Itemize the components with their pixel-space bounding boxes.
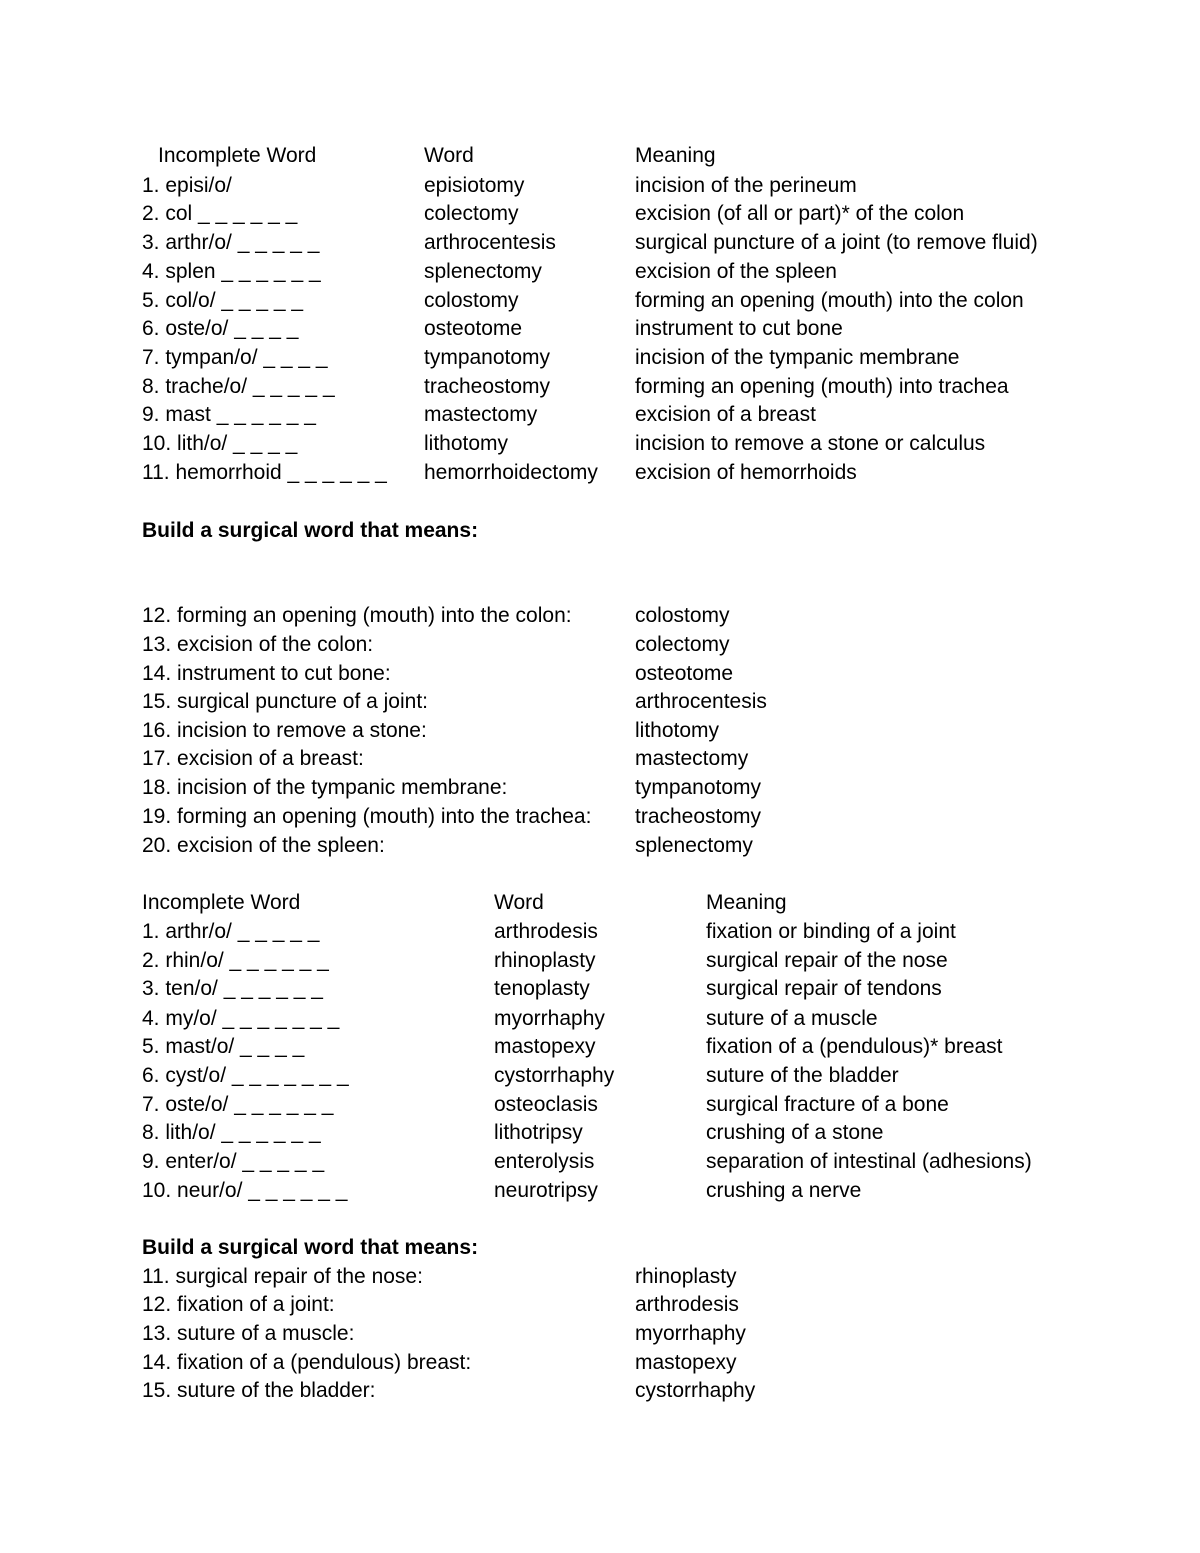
table-row-incomplete: 11. hemorrhoid _ _ _ _ _ _	[142, 461, 387, 484]
question-prompt: 15. surgical puncture of a joint:	[142, 690, 429, 713]
question-prompt: 14. fixation of a (pendulous) breast:	[142, 1351, 472, 1374]
table-row-word: enterolysis	[494, 1150, 595, 1173]
question-prompt: 13. excision of the colon:	[142, 633, 374, 656]
question-answer: mastopexy	[635, 1351, 737, 1374]
question-answer: tracheostomy	[635, 805, 762, 828]
section1-header-word: Word	[424, 144, 474, 167]
table-row-word: tympanotomy	[424, 346, 551, 369]
section1-header-meaning: Meaning	[635, 144, 716, 167]
question-prompt: 14. instrument to cut bone:	[142, 662, 391, 685]
table-row-meaning: incision of the tympanic membrane	[635, 346, 960, 369]
table-row-word: osteotome	[424, 317, 523, 340]
table-row-meaning: fixation of a (pendulous)* breast	[706, 1035, 1003, 1058]
table-row-incomplete: 8. lith/o/ _ _ _ _ _ _	[142, 1121, 321, 1144]
table-row-incomplete: 5. mast/o/ _ _ _ _	[142, 1035, 305, 1058]
table-row-incomplete: 10. lith/o/ _ _ _ _	[142, 432, 298, 455]
question-answer: tympanotomy	[635, 776, 762, 799]
question-answer: mastectomy	[635, 747, 749, 770]
table-row-word: mastectomy	[424, 403, 538, 426]
table-row-word: splenectomy	[424, 260, 542, 283]
table-row-incomplete: 4. splen _ _ _ _ _ _	[142, 260, 321, 283]
table-row-incomplete: 5. col/o/ _ _ _ _ _	[142, 289, 304, 312]
table-row-incomplete: 7. tympan/o/ _ _ _ _	[142, 346, 328, 369]
table-row-word: lithotripsy	[494, 1121, 583, 1144]
question-prompt: 16. incision to remove a stone:	[142, 719, 427, 742]
table-row-word: tenoplasty	[494, 977, 590, 1000]
question-prompt: 12. fixation of a joint:	[142, 1293, 335, 1316]
table-row-meaning: surgical puncture of a joint (to remove fluid)	[635, 231, 1038, 254]
table-row-incomplete: 1. arthr/o/ _ _ _ _ _	[142, 920, 320, 943]
table-row-meaning: surgical repair of the nose	[706, 949, 948, 972]
table-row-meaning: surgical fracture of a bone	[706, 1093, 949, 1116]
table-row-incomplete: 3. ten/o/ _ _ _ _ _ _	[142, 977, 323, 1000]
question-answer: splenectomy	[635, 834, 753, 857]
table-row-meaning: crushing of a stone	[706, 1121, 884, 1144]
question-answer: myorrhaphy	[635, 1322, 746, 1345]
section-heading: Build a surgical word that means:	[142, 519, 479, 542]
table-row-word: colectomy	[424, 202, 519, 225]
table-row-meaning: suture of the bladder	[706, 1064, 899, 1087]
table-row-meaning: excision of a breast	[635, 403, 816, 426]
question-prompt: 11. surgical repair of the nose:	[142, 1265, 423, 1288]
question-answer: cystorrhaphy	[635, 1379, 756, 1402]
table-row-meaning: crushing a nerve	[706, 1179, 862, 1202]
table-row-incomplete: 7. oste/o/ _ _ _ _ _ _	[142, 1093, 334, 1116]
question-prompt: 19. forming an opening (mouth) into the trachea:	[142, 805, 592, 828]
table-row-word: neurotripsy	[494, 1179, 598, 1202]
table-row-meaning: fixation or binding of a joint	[706, 920, 956, 943]
table-row-meaning: excision of hemorrhoids	[635, 461, 857, 484]
table-row-incomplete: 3. arthr/o/ _ _ _ _ _	[142, 231, 320, 254]
table-row-word: myorrhaphy	[494, 1007, 605, 1030]
question-answer: arthrocentesis	[635, 690, 767, 713]
table-row-meaning: incision of the perineum	[635, 174, 857, 197]
table-row-word: episiotomy	[424, 174, 525, 197]
table-row-meaning: separation of intestinal (adhesions)	[706, 1150, 1032, 1173]
table-row-meaning: instrument to cut bone	[635, 317, 843, 340]
table-row-word: tracheostomy	[424, 375, 551, 398]
question-prompt: 12. forming an opening (mouth) into the colon:	[142, 604, 572, 627]
question-prompt: 13. suture of a muscle:	[142, 1322, 355, 1345]
table-row-word: colostomy	[424, 289, 519, 312]
section-heading: Build a surgical word that means:	[142, 1236, 479, 1259]
table-row-meaning: forming an opening (mouth) into trachea	[635, 375, 1009, 398]
table-row-incomplete: 8. trache/o/ _ _ _ _ _	[142, 375, 335, 398]
table-row-word: lithotomy	[424, 432, 509, 455]
table-row-incomplete: 4. my/o/ _ _ _ _ _ _ _	[142, 1007, 340, 1030]
question-answer: arthrodesis	[635, 1293, 739, 1316]
table-row-meaning: excision (of all or part)* of the colon	[635, 202, 965, 225]
question-answer: colostomy	[635, 604, 730, 627]
table-row-word: mastopexy	[494, 1035, 596, 1058]
table-row-incomplete: 2. col _ _ _ _ _ _	[142, 202, 298, 225]
question-prompt: 20. excision of the spleen:	[142, 834, 385, 857]
section2-header-incomplete: Incomplete Word	[142, 891, 301, 914]
table-row-word: osteoclasis	[494, 1093, 598, 1116]
table-row-incomplete: 9. mast _ _ _ _ _ _	[142, 403, 316, 426]
table-row-incomplete: 6. cyst/o/ _ _ _ _ _ _ _	[142, 1064, 349, 1087]
question-answer: lithotomy	[635, 719, 720, 742]
table-row-incomplete: 9. enter/o/ _ _ _ _ _	[142, 1150, 325, 1173]
table-row-incomplete: 6. oste/o/ _ _ _ _	[142, 317, 299, 340]
question-answer: rhinoplasty	[635, 1265, 737, 1288]
section2-header-meaning: Meaning	[706, 891, 787, 914]
table-row-meaning: incision to remove a stone or calculus	[635, 432, 986, 455]
question-answer: colectomy	[635, 633, 730, 656]
table-row-meaning: excision of the spleen	[635, 260, 837, 283]
section1-header-incomplete: Incomplete Word	[158, 144, 317, 167]
question-prompt: 15. suture of the bladder:	[142, 1379, 376, 1402]
table-row-meaning: surgical repair of tendons	[706, 977, 942, 1000]
section2-header-word: Word	[494, 891, 544, 914]
table-row-word: rhinoplasty	[494, 949, 596, 972]
table-row-word: hemorrhoidectomy	[424, 461, 598, 484]
table-row-meaning: forming an opening (mouth) into the colon	[635, 289, 1024, 312]
table-row-word: arthrodesis	[494, 920, 598, 943]
question-answer: osteotome	[635, 662, 734, 685]
table-row-incomplete: 1. episi/o/	[142, 174, 232, 197]
table-row-word: cystorrhaphy	[494, 1064, 615, 1087]
table-row-word: arthrocentesis	[424, 231, 556, 254]
question-prompt: 18. incision of the tympanic membrane:	[142, 776, 508, 799]
table-row-meaning: suture of a muscle	[706, 1007, 878, 1030]
table-row-incomplete: 2. rhin/o/ _ _ _ _ _ _	[142, 949, 329, 972]
question-prompt: 17. excision of a breast:	[142, 747, 364, 770]
table-row-incomplete: 10. neur/o/ _ _ _ _ _ _	[142, 1179, 348, 1202]
